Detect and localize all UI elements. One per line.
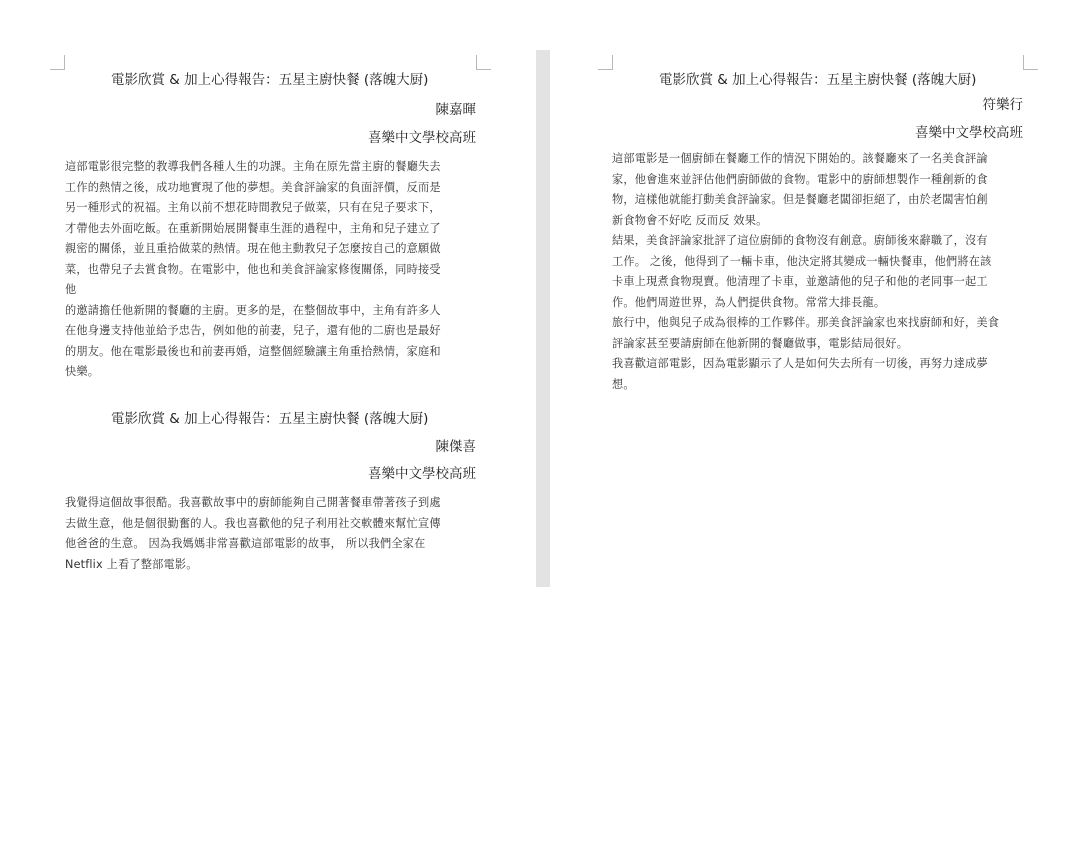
body-line: 我覺得這個故事很酷。我喜歡故事中的廚師能夠自己開著餐車帶著孩子到處 bbox=[65, 496, 441, 509]
body-line: 才帶他去外面吃飯。在重新開始展開餐車生涯的過程中，主角和兒子建立了 bbox=[65, 221, 441, 235]
body-line: Netflix 上看了整部電影。 bbox=[65, 557, 198, 571]
crop-mark-top-left bbox=[50, 55, 65, 70]
body-line: 他 bbox=[65, 283, 77, 296]
review-title: 電影欣賞 & 加上心得報告：五星主廚快餐 (落魄大厨) bbox=[111, 411, 429, 427]
body-line: 的朋友。他在電影最後也和前妻再婚，這整個經驗讓主角重拾熱情，家庭和 bbox=[65, 344, 441, 358]
school-name: 喜樂中文學校高班 bbox=[915, 125, 1023, 141]
body-line: 作。他們周遊世界，為人們提供食物。常常大排長龍。 bbox=[612, 295, 886, 309]
review-body bbox=[612, 149, 999, 395]
body-line: 親密的關係，並且重拾做菜的熱情。現在他主動教兒子怎麼按自己的意願做 bbox=[65, 242, 441, 255]
review-body bbox=[65, 493, 441, 575]
body-line: 想。 bbox=[612, 377, 635, 391]
body-line: 的邀請擔任他新開的餐廳的主廚。更多的是，在整個故事中，主角有許多人 bbox=[65, 303, 441, 317]
crop-mark-top-left bbox=[598, 55, 613, 70]
body-line: 另一種形式的祝福。主角以前不想花時間教兒子做菜，只有在兒子要求下， bbox=[65, 201, 441, 214]
school-name: 喜樂中文學校高班 bbox=[368, 466, 476, 482]
body-line: 我喜歡這部電影，因為電影顯示了人是如何失去所有一切後，再努力達成夢 bbox=[612, 357, 988, 370]
body-line: 物，這樣他就能打動美食評論家。但是餐廳老闆卻拒絕了，由於老闆害怕創 bbox=[612, 193, 988, 206]
author-name: 符樂行 bbox=[982, 97, 1023, 113]
body-line: 結果，美食評論家批評了這位廚師的食物沒有創意。廚師後來辭職了，沒有 bbox=[612, 234, 988, 247]
review-title: 電影欣賞 & 加上心得報告：五星主廚快餐 (落魄大厨) bbox=[659, 72, 977, 88]
crop-mark-top-right bbox=[1023, 55, 1038, 70]
body-line: 這部電影是一個廚師在餐廳工作的情況下開始的。該餐廳來了一名美食評論 bbox=[612, 152, 988, 165]
body-line: 評論家甚至要請廚師在他新開的餐廳做事，電影結局很好。 bbox=[612, 336, 909, 350]
body-line: 旅行中，他與兒子成為很棒的工作夥伴。那美食評論家也來找廚師和好，美食 bbox=[612, 316, 1000, 329]
author-name: 陳傑喜 bbox=[435, 439, 476, 455]
review-title: 電影欣賞 & 加上心得報告：五星主廚快餐 (落魄大厨) bbox=[111, 72, 429, 88]
page-gutter bbox=[536, 50, 550, 587]
body-line: 他爸爸的生意。 因為我媽媽非常喜歡這部電影的故事， 所以我們全家在 bbox=[65, 537, 426, 550]
body-line: 家，他會進來並評估他們廚師做的食物。電影中的廚師想製作一種創新的食 bbox=[612, 172, 988, 186]
body-line: 工作。 之後，他得到了一輛卡車，他決定將其變成一輛快餐車，他們將在該 bbox=[612, 254, 992, 268]
crop-mark-top-right bbox=[476, 55, 491, 70]
author-name: 陳嘉暉 bbox=[435, 102, 476, 118]
body-line: 快樂。 bbox=[65, 365, 100, 378]
body-line: 在他身邊支持他並給予忠告，例如他的前妻，兒子，還有他的二廚也是最好 bbox=[65, 324, 441, 337]
page-left bbox=[42, 50, 536, 587]
review-body bbox=[65, 157, 441, 383]
school-name: 喜樂中文學校高班 bbox=[368, 130, 476, 146]
body-line: 新食物會不好吃 反而反 效果。 bbox=[612, 213, 768, 227]
body-line: 去做生意，他是個很勤奮的人。我也喜歡他的兒子利用社交軟體來幫忙宣傳 bbox=[65, 516, 441, 530]
body-line: 工作的熱情之後，成功地實現了他的夢想。美食評論家的負面評價，反而是 bbox=[65, 180, 441, 194]
body-line: 菜，也帶兒子去賞食物。在電影中，他也和美食評論家修復關係，同時接受 bbox=[65, 262, 441, 276]
body-line: 卡車上現煮食物現賣。他清理了卡車，並邀請他的兒子和他的老同事一起工 bbox=[612, 275, 988, 288]
body-line: 這部電影很完整的教導我們各種人生的功課。主角在原先當主廚的餐廳失去 bbox=[65, 160, 441, 173]
page-right bbox=[550, 50, 1047, 587]
